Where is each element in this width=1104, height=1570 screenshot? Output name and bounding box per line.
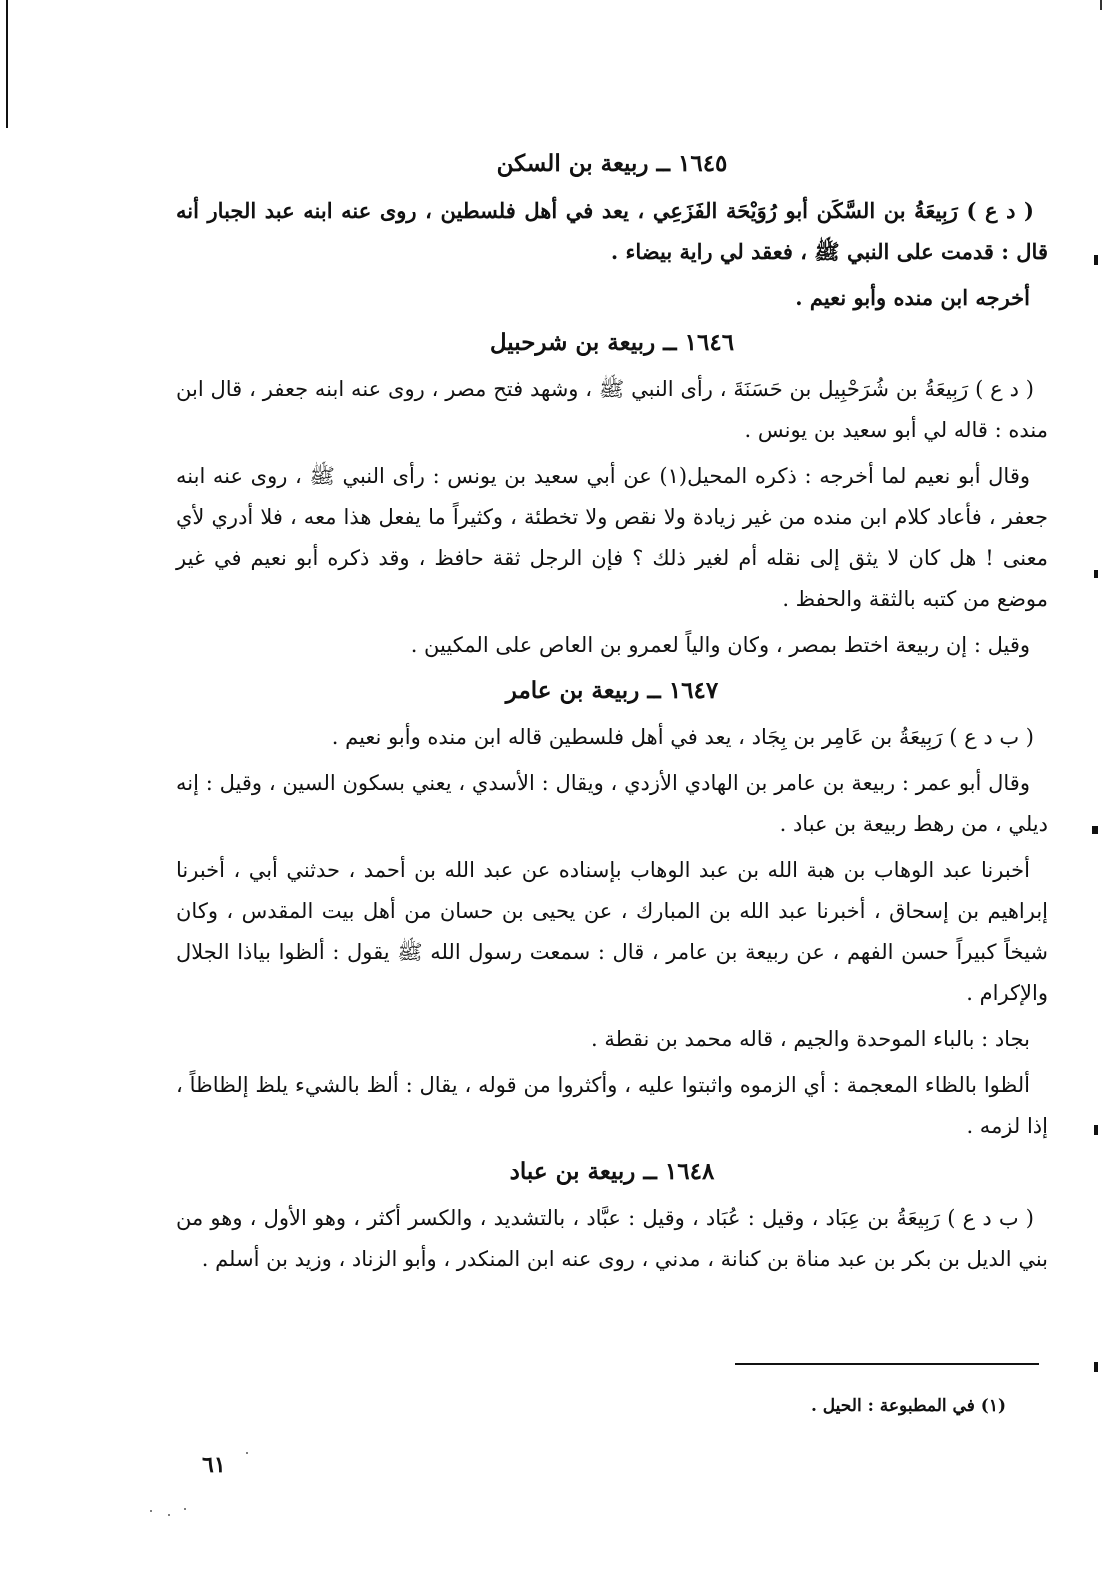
corner-mark — [1100, 0, 1102, 10]
entry-heading: ١٦٤٧ ــ ربيعة بن عامر — [505, 677, 719, 704]
entry-paragraph: وقال أبو نعيم لما أخرجه : ذكره المحيل(١) عن أبي سعيد بن يونس : رأى النبي ﷺ ، روى عنه ابنه جعفر ، فأعاد كلام ابن منده من غير زيادة ولا نقص ولا تخطئة ، وكثيراً ما يفعل هذا معه ، فلا أدري لأي معنى ! هل كان لا يثق إلى نقله أم لغير ذلك ؟ فإن الرجل ثقة حافظ ، وقد ذكره أبو نعيم في غير موضع من كتبه بالثقة والحفظ . — [176, 464, 1048, 611]
footnote-divider — [735, 1363, 1039, 1365]
page-number: ٦١ — [202, 1452, 226, 1478]
entry-paragraph: ( ب د ع ) رَبِيعَةُ بن عَامِر بن بِجَاد ، يعد في أهل فلسطين قاله ابن منده وأبو نعيم . — [331, 725, 1034, 749]
entry-paragraph: بجاد : بالباء الموحدة والجيم ، قاله محمد بن نقطة . — [590, 1027, 1030, 1051]
scan-speck — [150, 1510, 152, 1512]
entry-paragraph: وقيل : إن ربيعة اختط بمصر ، وكان والياً لعمرو بن العاص على المكيين . — [410, 633, 1030, 657]
entry-heading: ١٦٤٨ ــ ربيعة بن عباد — [509, 1158, 715, 1185]
entry-paragraph: ( د ع ) رَبِيعَةُ بن شُرَحْبِيل بن حَسَنَةَ ، رأى النبي ﷺ ، وشهد فتح مصر ، روى عنه ابنه جعفر ، قال ابن منده : قاله لي أبو سعيد بن يونس . — [176, 377, 1048, 442]
margin-mark — [1094, 570, 1098, 578]
entry-paragraph: وقال أبو عمر : ربيعة بن عامر بن الهادي الأزدي ، ويقال : الأسدي ، يعني بسكون السين ، وقيل : إنه ديلي ، من رهط ربيعة بن عباد . — [176, 771, 1048, 836]
entry-paragraph: ( ب د ع ) رَبِيعَةُ بن عِبَاد ، وقيل : عُبَاد ، وقيل : عبَّاد ، بالتشديد ، والكسر أكثر ، وهو الأول ، وهو من بني الديل بن بكر بن عبد مناة بن كنانة ، مدني ، روى عنه ابن المنكدر ، وأبو الزناد ، وزيد بن أسلم . — [176, 1206, 1048, 1271]
entry-1647 — [176, 671, 1048, 1147]
scan-speck — [246, 1452, 248, 1454]
page-edge-line — [6, 0, 8, 128]
entry-1646 — [176, 323, 1048, 666]
entry-paragraph: أخرجه ابن منده وأبو نعيم . — [795, 285, 1030, 310]
margin-mark — [1094, 1125, 1098, 1135]
scan-speck — [168, 1514, 170, 1516]
entry-heading: ١٦٤٥ ــ ربيعة بن السكن — [496, 150, 728, 177]
entry-paragraph: ألظوا بالظاء المعجمة : أي الزموه واثبتوا عليه ، وأكثروا من قوله ، يقال : ألظ بالشيء يلظ إلظاظاً ، إذا لزمه . — [176, 1073, 1048, 1138]
entry-paragraph: ( د ع ) رَبِيعَةُ بن السَّكَن أبو رُوَيْحَة الفَزَعِي ، يعد في أهل فلسطين ، روى عنه ابنه عبد الجبار أنه قال : قدمت على النبي ﷺ ، فعقد لي راية بيضاء . — [176, 198, 1048, 264]
footnote: (١) في المطبوعة : الحيل . — [810, 1396, 1006, 1416]
entry-1645 — [176, 144, 1048, 318]
entry-heading: ١٦٤٦ ــ ربيعة بن شرحبيل — [489, 329, 735, 356]
entry-1648 — [176, 1152, 1048, 1280]
margin-mark — [1094, 1362, 1098, 1372]
margin-mark — [1094, 255, 1098, 265]
margin-mark — [1092, 826, 1098, 834]
page-body — [176, 140, 1048, 1285]
scan-speck — [184, 1508, 186, 1510]
entry-paragraph: أخبرنا عبد الوهاب بن هبة الله بن عبد الوهاب بإسناده عن عبد الله بن أحمد ، حدثني أبي ، أخبرنا إبراهيم بن إسحاق ، أخبرنا عبد الله بن المبارك ، عن يحيى بن حسان من أهل بيت المقدس ، وكان شيخاً كبيراً حسن الفهم ، عن ربيعة بن عامر ، قال : سمعت رسول الله ﷺ يقول : ألظوا بياذا الجلال والإكرام . — [176, 858, 1048, 1005]
